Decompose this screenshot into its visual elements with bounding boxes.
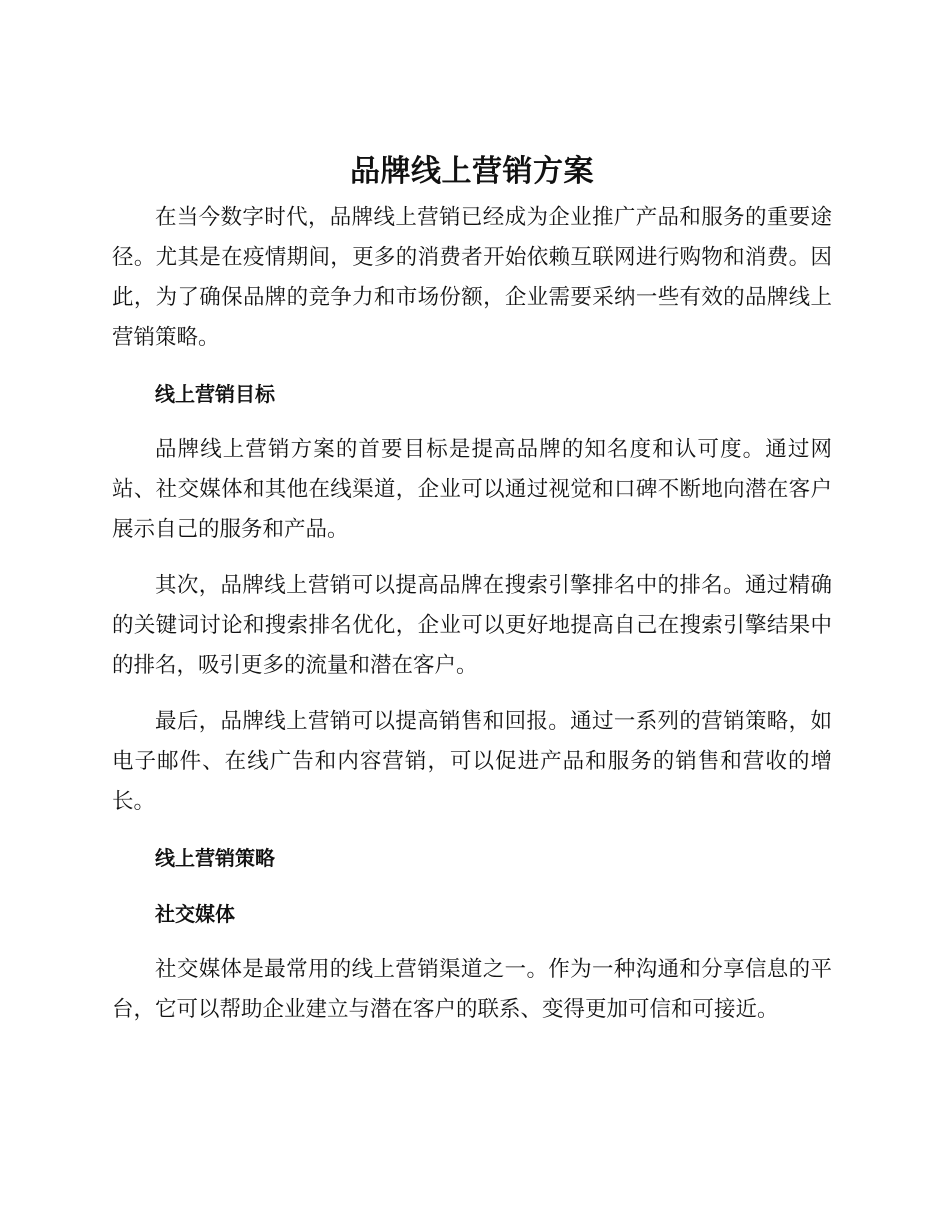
intro-paragraph: 在当今数字时代，品牌线上营销已经成为企业推广产品和服务的重要途径。尤其是在疫情期间，更多的消费者开始依赖互联网进行购物和消费。因此，为了确保品牌的竞争力和市场份额，企业需要采纳一些有效的品牌线上营销策略。	[112, 205, 832, 350]
section-heading-strategy: 线上营销策略	[155, 846, 275, 870]
document-title: 品牌线上营销方案	[350, 154, 594, 189]
subsection-heading-social-media: 社交媒体	[155, 902, 235, 926]
goals-paragraph-2: 其次，品牌线上营销可以提高品牌在搜索引擎排名中的排名。通过精确的关键词讨论和搜索排名优化，企业可以更好地提高自己在搜索引擎结果中的排名，吸引更多的流量和潜在客户。	[112, 573, 832, 678]
document-page	[112, 148, 832, 1046]
goals-paragraph-1: 品牌线上营销方案的首要目标是提高品牌的知名度和认可度。通过网站、社交媒体和其他在线渠道，企业可以通过视觉和口碑不断地向潜在客户展示自己的服务和产品。	[112, 437, 832, 542]
goals-paragraph-3: 最后，品牌线上营销可以提高销售和回报。通过一系列的营销策略，如电子邮件、在线广告和内容营销，可以促进产品和服务的销售和营收的增长。	[112, 709, 832, 814]
social-media-paragraph: 社交媒体是最常用的线上营销渠道之一。作为一种沟通和分享信息的平台，它可以帮助企业建立与潜在客户的联系、变得更加可信和可接近。	[112, 957, 832, 1022]
section-heading-goals: 线上营销目标	[155, 382, 275, 406]
